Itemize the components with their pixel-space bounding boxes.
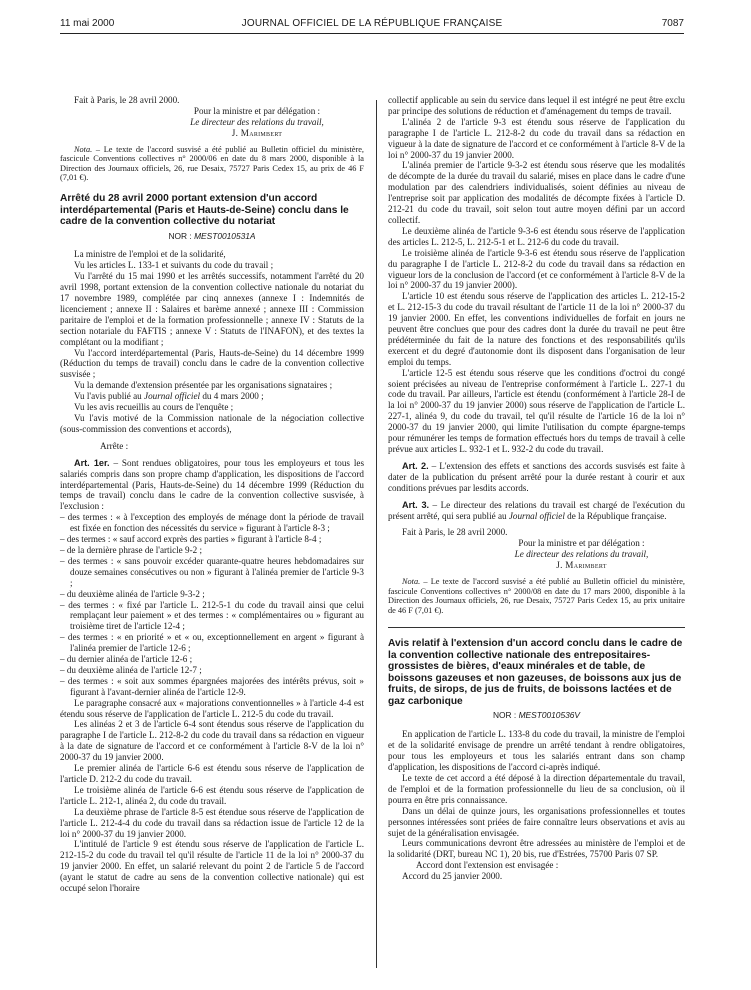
paragraph: Accord dont l'extension est envisagée : bbox=[416, 860, 559, 871]
paragraph: collectif applicable au sein du service dans lequel il est intégré ne peut être exclu par principe des solutions de réduction et d'aménagement du temps de travail. bbox=[388, 95, 685, 116]
nor-label: NOR : bbox=[168, 230, 195, 241]
article-3 bbox=[388, 500, 685, 522]
paragraph: Vu les avis recueillis au cours de l'enquête ; bbox=[74, 402, 234, 413]
paragraph: Accord du 25 janvier 2000. bbox=[402, 871, 503, 882]
left-column bbox=[60, 95, 364, 894]
article-text: – Sont rendues obligatoires, pour tous les employeurs et tous les salariés compris dans son propre champ d'application, les dispositions de l'accord interdépartemental (Paris, Hauts-de-Seine) du 14 décembre 1999 (Réduction du temps de travail) conclu dans le cadre de la convention collective susvisée, à l'exclusion : bbox=[60, 457, 364, 512]
closing-delegation: Pour la ministre et par délégation : bbox=[193, 105, 321, 116]
paragraph: L'alinéa 2 de l'article 9-3 est étendu sous réserve de l'application du paragraphe I de l'article L. 212-8-2 du code du travail dans sa rédaction en vigueur à la date de signature de l'accord et ce conformément à l'article 8-V de la loi n° 2000-37 du 19 janvier 2000. bbox=[388, 116, 685, 160]
nota-label: Nota. bbox=[402, 577, 421, 587]
nor-code: MEST0010536V bbox=[518, 710, 581, 721]
arrete-word: Arrête : bbox=[100, 440, 129, 451]
exclusion-item: – des termes : « soit aux sommes épargnées majorées des intérêts prévus, soit » figurant à l'avant-dernier alinéa de l'article 12-9. bbox=[60, 675, 364, 697]
article-label: Art. 3. bbox=[402, 499, 430, 510]
header-rule bbox=[60, 33, 684, 34]
exclusion-item: – des termes : « sans pouvoir excéder quarante-quatre heures hebdomadaires sur douze semaines consécutives ou non » figurant à l'alinéa premier de l'article 9-3 ; bbox=[60, 555, 364, 588]
nor-reference bbox=[388, 710, 685, 721]
nor-code: MEST0010531A bbox=[194, 230, 256, 241]
article-2 bbox=[388, 461, 685, 494]
section-divider bbox=[388, 627, 685, 628]
nota-label: Nota. bbox=[74, 144, 93, 154]
header-journal-title: JOURNAL OFFICIEL DE LA RÉPUBLIQUE FRANÇAISE bbox=[241, 18, 503, 29]
paragraph: Vu l'arrêté du 15 mai 1990 et les arrêtés successifs, notamment l'arrêté du 20 avril 1998, portant extension de la convention collective nationale du notariat du 17 novembre 1989, complétée par cinq annexes (annexe I : Indemnités de licenciement ; annexe II : Salaires et barème annexé ; annexe III : Commission paritaire de l'emploi et de la formation professionnelle ; annexe IV : Statuts de la section notariale du FAFTIS ; annexe V : Statuts de l'INAFON), et des textes la complétant ou la modifiant ; bbox=[60, 271, 364, 347]
article-text: de la République française. bbox=[564, 510, 667, 521]
text-span: du 4 mars 2000 ; bbox=[200, 391, 264, 402]
exclusion-item: – de la dernière phrase de l'article 9-2 ; bbox=[60, 544, 202, 555]
nota-text: – Le texte de l'accord susvisé a été publié au Bulletin officiel du ministère, fascicule Conventions collectives n° 2000/08 en date du 17 mars 2000, disponible à la Direction des Journaux officiels, 26, rue Desaix, 75727 Paris Cedex 15, au prix unitaire de 46 F (7,01 €). bbox=[388, 577, 685, 615]
arrete-title: Arrêté du 28 avril 2000 portant extension d'un accord interdépartemental (Paris et Hauts-de-Seine) conclu dans le cadre de la convention collective du notariat bbox=[60, 193, 349, 227]
closing-done: Fait à Paris, le 28 avril 2000. bbox=[402, 527, 508, 538]
exclusion-list bbox=[60, 512, 364, 697]
article-label: Art. 2. bbox=[402, 460, 429, 471]
closing-signatory: J. Marimbert bbox=[231, 127, 283, 138]
paragraph: Vu l'avis motivé de la Commission nationale de la négociation collective (sous-commission des conventions et accords), bbox=[60, 413, 364, 434]
paragraph: Dans un délai de quinze jours, les organisations professionnelles et toutes personnes intéressées sont priées de faire connaître leurs observations et avis au sujet de la généralisation envisagée. bbox=[388, 805, 685, 838]
article-text: – Le directeur des relations du travail est chargé de l'exécution du présent arrêté, qui sera publié au bbox=[388, 499, 685, 521]
paragraph: Le texte de cet accord a été déposé à la direction départementale du travail, de l'emploi et de la formation professionnelle du lieu de sa conclusion, où il pourra en être pris connaissance. bbox=[388, 772, 685, 805]
exclusion-item: – des termes : « fixé par l'article L. 212-5-1 du code du travail ainsi que celui remplaçant leur paiement » et des termes : « complémentaires ou » figurant au troisième tiret de l'article 12-4 ; bbox=[60, 599, 364, 632]
nor-reference bbox=[60, 231, 364, 242]
closing-delegation: Pour la ministre et par délégation : bbox=[518, 538, 645, 549]
paragraph: L'intitulé de l'article 9 est étendu sous réserve de l'application de l'article L. 212-15-2 du code du travail tel qu'il résulte de l'article 11 de la loi n° 2000-37 du 19 janvier 2000. En effet, un salarié relevant du point 2 de l'article 5 de l'accord (ayant le statut de cadre au sens de la convention collective nationale) qui est occupé selon l'horaire bbox=[60, 839, 364, 894]
paragraph: Vu l'accord interdépartemental (Paris, Hauts-de-Seine) du 14 décembre 1999 (Réduction du temps de travail) conclu dans le cadre de la convention collective susvisée ; bbox=[60, 347, 364, 380]
closing-done: Fait à Paris, le 28 avril 2000. bbox=[74, 95, 180, 105]
exclusion-item: – du deuxième alinéa de l'article 9-3-2 ; bbox=[60, 588, 205, 599]
paragraph: Le troisième alinéa de l'article 6-6 est étendu sous réserve de l'application de l'article L. 212-1, alinéa 2, du code du travail. bbox=[60, 784, 364, 806]
exclusion-item: – du deuxième alinéa de l'article 12-7 ; bbox=[60, 664, 202, 675]
page-header bbox=[60, 18, 684, 32]
exclusion-item: – des termes : « à l'exception des employés de ménage dont la période de travail est fixée en fonction des nécessités du service » figurant à l'article 8-3 ; bbox=[60, 512, 364, 534]
paragraph: Vu les articles L. 133-1 et suivants du code du travail ; bbox=[74, 260, 274, 271]
header-date: 11 mai 2000 bbox=[60, 18, 115, 29]
journal-officiel-ref: Journal officiel bbox=[144, 391, 201, 402]
nota-note bbox=[388, 577, 685, 615]
article-label: Art. 1er. bbox=[74, 457, 110, 468]
header-page-number: 7087 bbox=[661, 18, 684, 29]
paragraph: Le paragraphe consacré aux « majorations conventionnelles » à l'article 4-4 est étendu sous réserve de l'application de l'article L. 212-5 du code du travail. bbox=[60, 697, 364, 719]
text-span: Vu l'avis publié au bbox=[74, 391, 145, 402]
closing-signatory: J. Marimbert bbox=[556, 560, 607, 571]
avis-title: Avis relatif à l'extension d'un accord conclu dans le cadre de la convention collective nationale des entrepositaires-grossistes de bières, d'eaux minérales et de table, de boissons gazeuses et non gazeuses, de boissons aux jus de fruits, de sirops, de jus de fruits, de boissons lactées et de gaz carbonique bbox=[388, 638, 683, 707]
nota-text: – Le texte de l'accord susvisé a été publié au Bulletin officiel du ministère, fascicule Conventions collectives n° 2000/06 en date du 8 mars 2000, disponible à la Direction des Journaux officiels, 26, rue Desaix, 75727 Paris Cedex 15, au prix de 46 F (7,01 €). bbox=[60, 144, 364, 183]
paragraph: Vu la demande d'extension présentée par les organisations signataires ; bbox=[74, 380, 333, 391]
nor-label: NOR : bbox=[492, 710, 519, 721]
exclusion-item: – du dernier alinéa de l'article 12-6 ; bbox=[60, 654, 193, 665]
paragraph: Leurs communications devront être adressées au ministère de l'emploi et de la solidarité (DRT, bureau NC 1), 20 bis, rue d'Estrées, 75700 Paris 07 SP. bbox=[388, 838, 685, 860]
paragraph: Le deuxième alinéa de l'article 9-3-6 est étendu sous réserve de l'application des articles L. 212-5, L. 212-5-1 et L. 212-6 du code du travail. bbox=[388, 225, 685, 247]
paragraph: La ministre de l'emploi et de la solidarité, bbox=[74, 249, 226, 260]
paragraph: Le troisième alinéa de l'article 9-3-6 est étendu sous réserve de l'application du paragraphe I de l'article L. 212-8-2 du code du travail dans sa rédaction en vigueur lors de la conclusion de l'accord (et ce conformément à l'article 8-V de la loi n° 2000-37 du 19 janvier 2000). bbox=[388, 247, 685, 291]
nota-note bbox=[60, 145, 364, 183]
right-column bbox=[388, 95, 685, 882]
paragraph bbox=[60, 391, 364, 402]
paragraph: L'alinéa premier de l'article 9-3-2 est étendu sous réserve que les modalités de décompte de la durée du travail du salarié, mises en place dans le cadre d'une modulation par des calendriers individualisés, soient définies au niveau de l'entreprise soit par application des modalités de décompte fixées à l'article D. 212-21 du code du travail, soit selon tout autre moyen défini par un accord collectif. bbox=[388, 160, 685, 225]
exclusion-item: – des termes : « en priorité » et « ou, exceptionnellement en argent » figurant à l'alinéa premier de l'article 12-6 ; bbox=[60, 632, 364, 654]
paragraph: La deuxième phrase de l'article 8-5 est étendue sous réserve de l'application de l'article L. 212-4-4 du code du travail dans sa rédaction issue de l'article 12 de la loi n° 2000-37 du 19 janvier 2000. bbox=[60, 806, 364, 839]
paragraph: L'article 10 est étendu sous réserve de l'application des articles L. 212-15-2 et L. 212-15-3 du code du travail résultant de l'article 11 de la loi n° 2000-37 du 19 janvier 2000. En effet, les conventions individuelles de forfait en jours ne peuvent être conclues que pour des cadres dont la durée du travail ne peut être prédéterminée du fait de la nature des fonctions et des responsabilités qu'ils exercent et du degré d'autonomie dont ils disposent dans l'organisation de leur emploi du temps. bbox=[388, 291, 685, 367]
paragraph: L'article 12-5 est étendu sous réserve que les conditions d'octroi du congé soient précisées au niveau de l'entreprise conformément à l'article L. 227-1 du code du travail. Par ailleurs, l'article est étendu (conformément à l'article 28-I de la loi n° 2000-37 du 19 janvier 2000) sous réserve de l'application de l'article L. 227-1, alinéa 9, du code du travail, tel qu'il résulte de l'article 16 de la loi n° 2000-37 du 19 janvier 2000, qui limite l'utilisation du compte épargne-temps pour rémunérer les temps de formation effectués hors du temps de travail à celle prévue aux articles L. 932-1 et L. 932-2 du code du travail. bbox=[388, 367, 685, 454]
paragraph: Le premier alinéa de l'article 6-6 est étendu sous réserve de l'application de l'article D. 212-2 du code du travail. bbox=[60, 763, 364, 784]
paragraph: En application de l'article L. 133-8 du code du travail, la ministre de l'emploi et de la solidarité envisage de prendre un arrêté tendant à rendre obligatoires, pour tous les employeurs et tous les salariés entrant dans son champ d'application, les dispositions de l'accord ci-après indiqué. bbox=[388, 729, 685, 773]
column-divider bbox=[376, 100, 377, 968]
closing-role: Le directeur des relations du travail, bbox=[514, 549, 649, 560]
exclusion-item: – des termes : « sauf accord exprès des parties » figurant à l'article 8-4 ; bbox=[60, 534, 322, 545]
article-1 bbox=[60, 458, 364, 513]
journal-officiel-ref: Journal officiel bbox=[508, 510, 565, 521]
article-text: – L'extension des effets et sanctions des accords susvisés est faite à dater de la publication du présent arrêté pour la durée restant à courir et aux conditions prévues par lesdits accords. bbox=[388, 460, 685, 493]
paragraph: Les alinéas 2 et 3 de l'article 6-4 sont étendus sous réserve de l'application du paragraphe I de l'article L. 212-8-2 du code du travail dans sa rédaction en vigueur à la date de signature de l'accord et ce conformément à l'article 8-V de la loi n° 2000-37 du 19 janvier 2000. bbox=[60, 719, 364, 763]
closing-role: Le directeur des relations du travail, bbox=[190, 116, 324, 127]
